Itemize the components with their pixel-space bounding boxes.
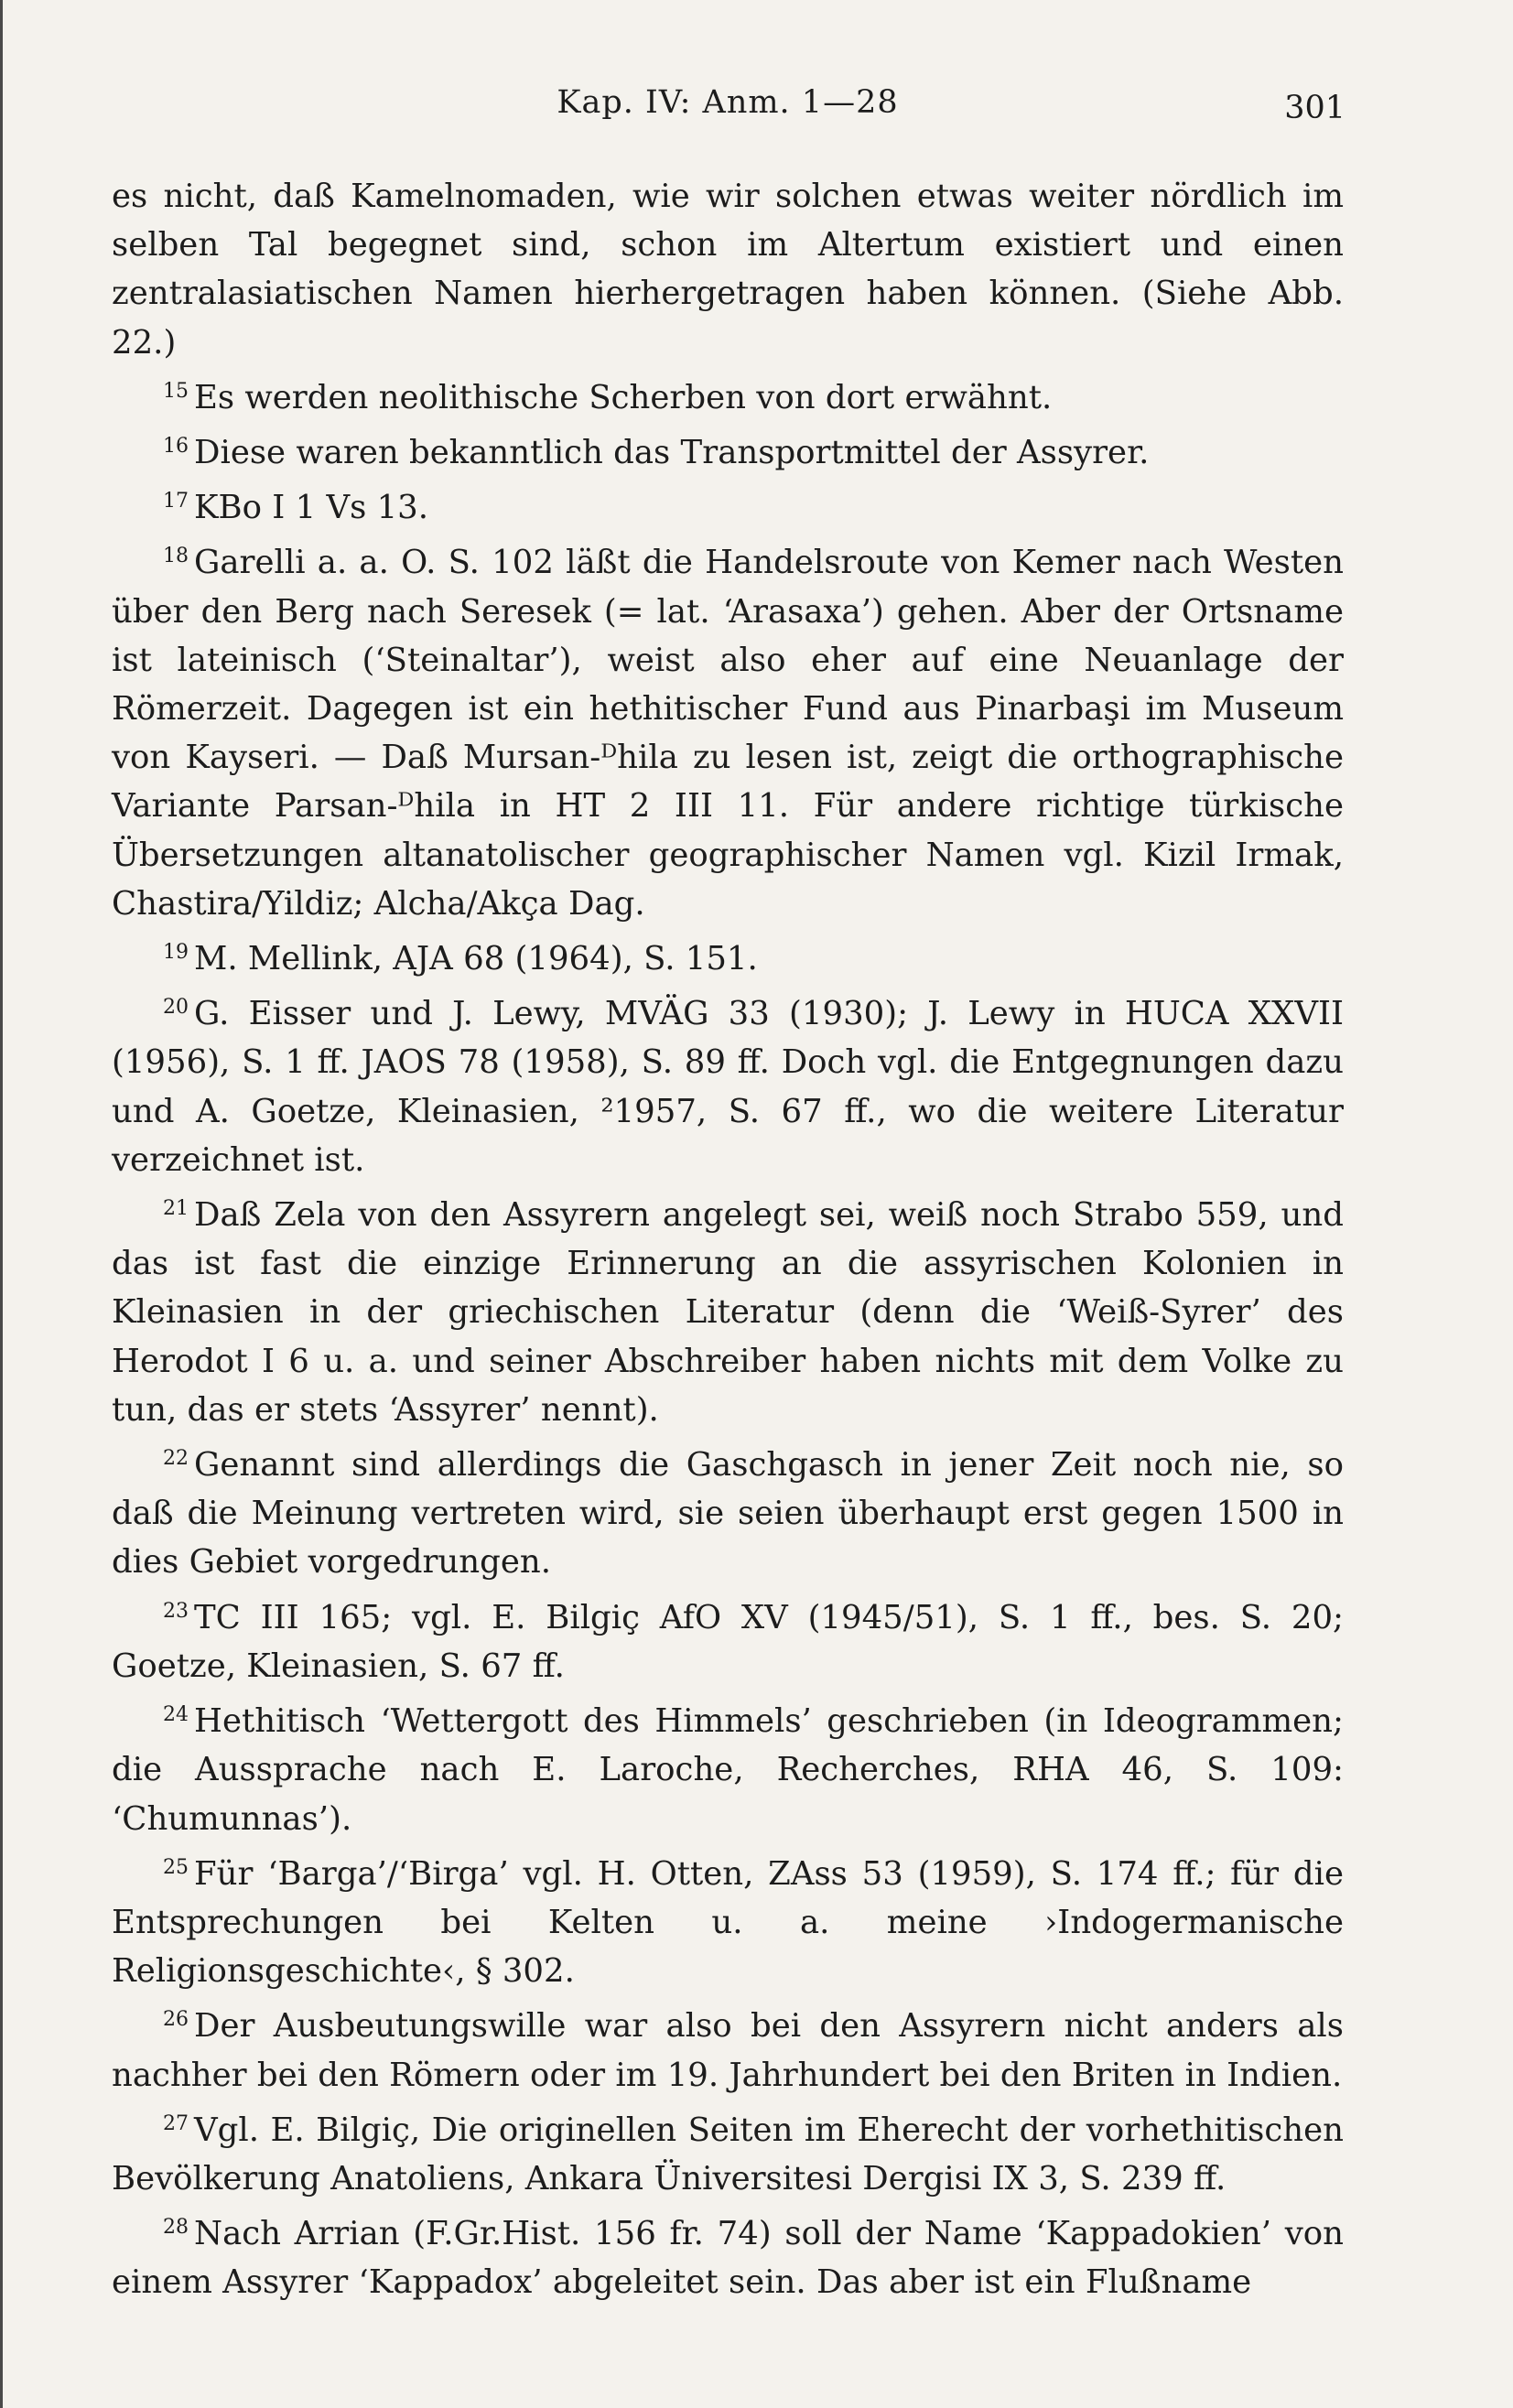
footnote-16 [112,422,1344,477]
running-head: Kap. IV: Anm. 1—28 [557,84,899,121]
footnote-22 [112,1434,1344,1587]
footnote-24 [112,1690,1344,1843]
footnote-19 [112,928,1344,983]
footnote-text: Diese waren bekanntlich das Transportmittel der Assyrer. [194,434,1150,472]
continuation-paragraph: es nicht, daß Kamelnomaden, wie wir solchen etwas weiter nördlich im selben Tal begegnet sind, schon im Altertum existiert und einen zentralasiatischen Namen hierhergetragen haben können. (Siehe Abb. 22.) [112,178,1344,362]
footnote-text: G. Eisser und J. Lewy, MVÄG 33 (1930); J. Lewy in HUCA XXVII (1956), S. 1 ff. JAOS 78 (1958), S. 89 ff. Doch vgl. die Entgegnungen dazu und A. Goetze, Kleinasien, ²1957, S. 67 ff., wo die weitere Literatur verzeichnet ist. [112,995,1344,1179]
footnote-number: 18 [163,545,189,568]
footnote-text: Für ‘Barga’/‘Birga’ vgl. H. Otten, ZAss 53 (1959), S. 174 ff.; für die Entsprechungen bei Kelten u. a. meine ›Indogermanische Religionsgeschichte‹, § 302. [112,1854,1344,1991]
footnote-number: 28 [163,2216,189,2240]
footnote-text: Daß Zela von den Assyrern angelegt sei, weiß noch Strabo 559, und das ist fast die einzige Erinnerung an die assyrischen Kolonien in Kleinasien in der griechischen Literatur (denn die ‘Weiß-Syrer’ des Herodot I 6 u. a. und seiner Abschreiber haben nichts mit dem Volke zu tun, das er stets ‘Assyrer’ nennt). [112,1196,1344,1429]
footnote-15 [112,367,1344,422]
footnote-text: Es werden neolithische Scherben von dort erwähnt. [194,378,1053,416]
footnote-25 [112,1843,1344,1996]
footnote-text: M. Mellink, AJA 68 (1964), S. 151. [194,940,758,978]
footnote-26 [112,1995,1344,2099]
footnote-text: TC III 165; vgl. E. Bilgiç AfO XV (1945/51), S. 1 ff., bes. S. 20; Goetze, Kleinasien, S. 67 ff. [112,1598,1344,1685]
footnote-text: Garelli a. a. O. S. 102 läßt die Handelsroute von Kemer nach Westen über den Berg nach Seresek (= lat. ‘Arasaxa’) gehen. Aber der Ortsname ist lateinisch (‘Steinaltar’), weist also eher auf eine Neuanlage der Römerzeit. Dagegen ist ein hethitischer Fund aus Pinarbaşi im Museum von Kayseri. — Daß Mursan-ᴰhila zu lesen ist, zeigt die orthographische Variante Parsan-ᴰhila in HT 2 III 11. Für andere richtige türkische Übersetzungen altanatolischer geographischer Namen vgl. Kizil Irmak, Chastira/Yildiz; Alcha/Akça Dag. [112,544,1344,923]
footnote-20 [112,983,1344,1184]
footnote-number: 17 [163,490,189,513]
footnote-18 [112,532,1344,928]
footnote-number: 25 [163,1855,189,1879]
footnote-number: 23 [163,1599,189,1623]
footnote-21 [112,1184,1344,1434]
footnote-body [112,172,1344,2307]
footnote-number: 15 [163,379,189,403]
footnote-number: 24 [163,1703,189,1727]
footnote-text: Der Ausbeutungswille war also bei den Assyrern nicht anders als nachher bei den Römern oder im 19. Jahrhundert bei den Briten in Indien. [112,2007,1344,2094]
footnote-number: 22 [163,1447,189,1471]
page-number: 301 [1284,90,1345,126]
footnote-number: 16 [163,435,189,459]
footnote-number: 21 [163,1197,189,1221]
page-header [110,84,1345,139]
footnote-number: 26 [163,2008,189,2032]
footnote-text: KBo I 1 Vs 13. [194,489,429,527]
footnote-number: 20 [163,996,189,1020]
footnote-23 [112,1587,1344,1690]
footnote-27 [112,2100,1344,2203]
footnote-text: Vgl. E. Bilgiç, Die originellen Seiten im Eherecht der vorhethitischen Bevölkerung Anatoliens, Ankara Üniversitesi Dergisi IX 3, S. 239 ff. [112,2111,1344,2197]
footnote-28 [112,2203,1344,2306]
page-binding-edge [0,0,3,2408]
footnote-number: 19 [163,941,189,965]
footnote-text: Genannt sind allerdings die Gaschgasch in jener Zeit noch nie, so daß die Meinung vertreten wird, sie seien überhaupt erst gegen 1500 in dies Gebiet vorgedrungen. [112,1446,1344,1582]
footnote-text: Nach Arrian (F.Gr.Hist. 156 fr. 74) soll der Name ‘Kappadokien’ von einem Assyrer ‘Kappadox’ abgeleitet sein. Das aber ist ein Flußname [112,2215,1344,2302]
footnote-text: Hethitisch ‘Wettergott des Himmels’ geschrieben (in Ideogrammen; die Aussprache nach E. Laroche, Recherches, RHA 46, S. 109: ‘Chumunnas’). [112,1702,1344,1838]
footnote-number: 27 [163,2111,189,2135]
footnote-17 [112,477,1344,532]
